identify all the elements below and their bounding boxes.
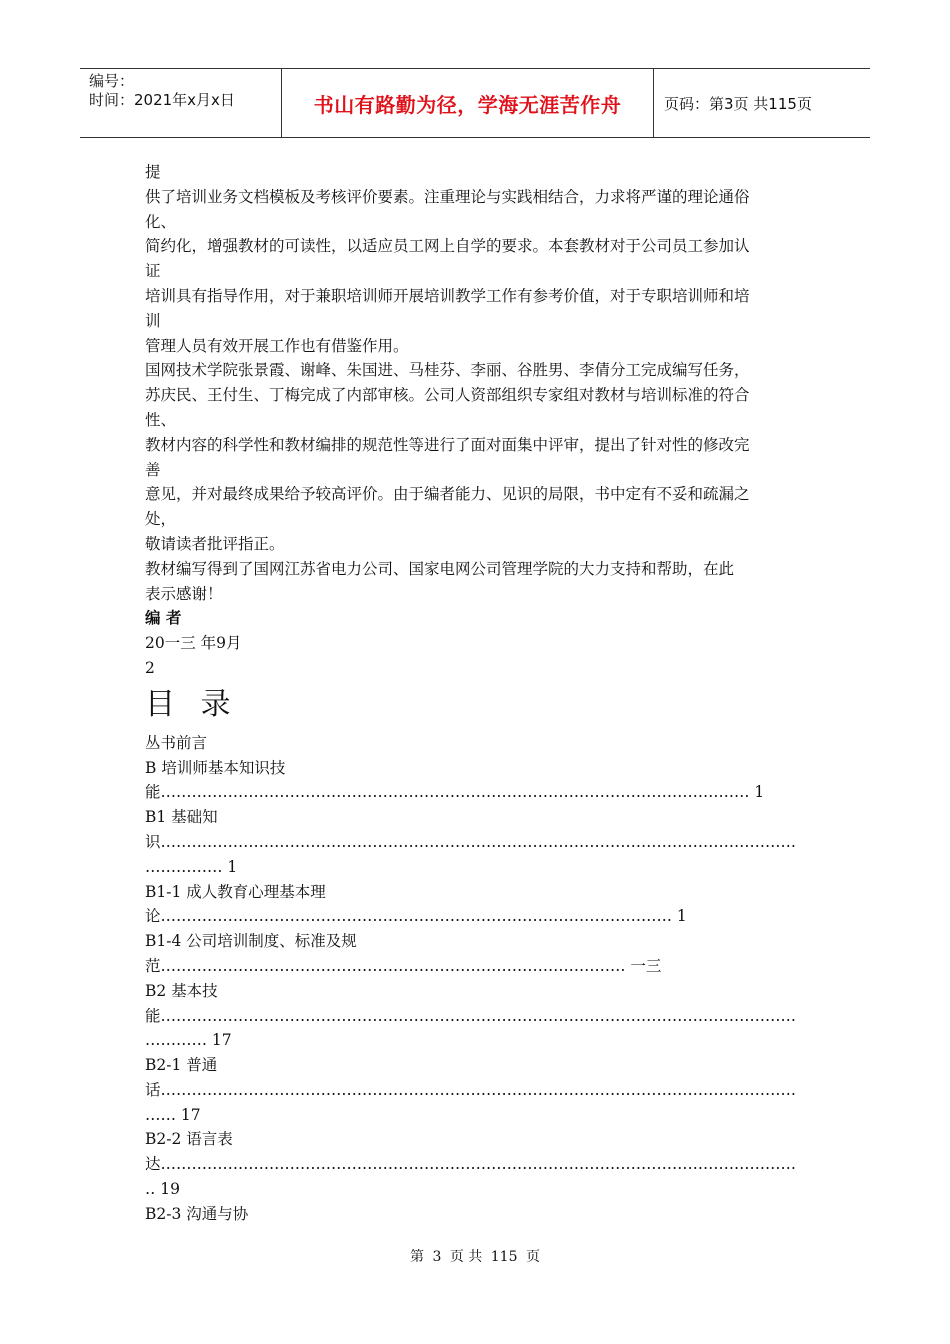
toc-line[interactable]: B1-1 成人教育心理基本理 (145, 882, 326, 901)
toc-line[interactable]: 丛书前言 (145, 733, 208, 752)
preface-line: 训 (145, 311, 161, 330)
preface-line: 表示感谢！ (145, 584, 223, 603)
footer-page: 3 (432, 1249, 442, 1265)
footer-suffix: 页 (525, 1249, 540, 1265)
toc-line[interactable]: 达…………………………………………………………………………………………………………… (145, 1155, 797, 1174)
page-number-marker: 2 (145, 658, 155, 677)
preface-line: 敬请读者批评指正。 (145, 534, 285, 553)
page-footer (0, 1246, 950, 1266)
toc-line[interactable]: …… 17 (145, 1105, 201, 1124)
header-motto: 书山有路勤为径，学海无涯苦作舟 (282, 69, 654, 137)
preface-line: 意见，并对最终成果给予较高评价。由于编者能力、见识的局限，书中定有不妥和疏漏之 (145, 485, 750, 504)
header-info-cell (80, 69, 282, 137)
preface-date: 20一三 年9月 (145, 634, 242, 653)
preface-line: 苏庆民、王付生、丁梅完成了内部审核。公司人资部组织专家组对教材与培训标准的符合 (145, 386, 750, 405)
time-label: 时间：2021年x月x日 (89, 91, 235, 109)
preface-line: 教材内容的科学性和教材编排的规范性等进行了面对面集中评审，提出了针对性的修改完 (145, 435, 750, 454)
number-label: 编号： (89, 72, 135, 90)
preface-line: 处， (145, 510, 177, 529)
toc-line[interactable]: B1-4 公司培训制度、标准及规 (145, 932, 357, 951)
table-of-contents (145, 731, 805, 1227)
toc-line[interactable]: 范……………………………………………………………………………… 一三 (145, 956, 662, 975)
toc-line[interactable]: …………… 1 (145, 857, 238, 876)
toc-title: 目 录 (145, 686, 239, 722)
toc-line[interactable]: ‥ 19 (145, 1180, 180, 1199)
toc-line[interactable]: 论……………………………………………………………………………………… 1 (145, 907, 687, 926)
toc-line[interactable]: B2-2 语言表 (145, 1130, 233, 1149)
author-signature: 编 者 (145, 608, 182, 628)
footer-mid: 页 共 (449, 1249, 483, 1265)
toc-line[interactable]: 话…………………………………………………………………………………………………………… (145, 1080, 797, 1099)
preface-line: 管理人员有效开展工作也有借鉴作用。 (145, 336, 409, 355)
preface-line: 供了培训业务文档模板及考核评价要素。注重理论与实践相结合，力求将严谨的理论通俗 (145, 187, 750, 206)
preface-line: 证 (145, 262, 161, 281)
document-body (145, 160, 805, 1227)
toc-line[interactable]: B1 基础知 (145, 808, 218, 827)
preface-line: 培训具有指导作用，对于兼职培训师开展培训教学工作有参考价值，对于专职培训师和培 (145, 286, 750, 305)
preface-line: 教材编写得到了国网江苏省电力公司、国家电网公司管理学院的大力支持和帮助，在此 (145, 559, 735, 578)
toc-line[interactable]: 能…………………………………………………………………………………………………………… (145, 1006, 797, 1025)
footer-prefix: 第 (410, 1249, 425, 1265)
preface-line: 国网技术学院张景霞、谢峰、朱国进、马桂芬、李丽、谷胜男、李倩分工完成编写任务， (145, 361, 750, 380)
toc-line[interactable]: ………… 17 (145, 1031, 232, 1050)
toc-line[interactable]: B2-3 沟通与协 (145, 1204, 249, 1223)
toc-line[interactable]: 能…………………………………………………………………………………………………… 1 (145, 783, 765, 802)
preface-section (145, 160, 805, 606)
toc-line[interactable]: B2-1 普通 (145, 1056, 218, 1075)
footer-total: 115 (490, 1249, 518, 1265)
preface-line: 善 (145, 460, 161, 479)
preface-line: 化、 (145, 212, 177, 231)
page-header (80, 68, 870, 138)
preface-line: 简约化，增强教材的可读性，以适应员工网上自学的要求。本套教材对于公司员工参加认 (145, 237, 750, 256)
toc-line[interactable]: B2 基本技 (145, 981, 218, 1000)
toc-line[interactable]: 识…………………………………………………………………………………………………………… (145, 832, 797, 851)
header-page-label: 页码：第3页 共115页 (664, 94, 812, 113)
preface-line: 性、 (145, 410, 177, 429)
preface-line: 提 (145, 163, 161, 181)
toc-line[interactable]: B 培训师基本知识技 (145, 758, 286, 777)
